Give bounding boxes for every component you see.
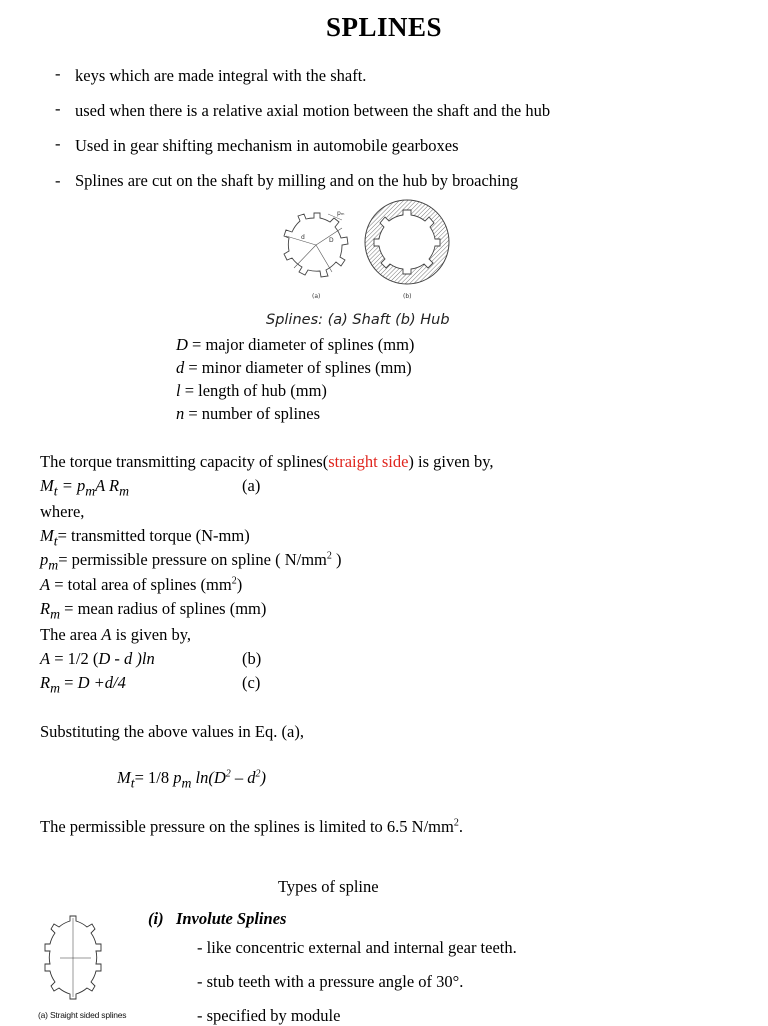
torque-intro [40, 452, 494, 472]
term-symbol: M [40, 526, 54, 545]
final-p: p [173, 768, 182, 787]
term-symbol: p [40, 550, 49, 569]
spline-figure [272, 196, 472, 306]
term-text: = transmitted torque (N-mm) [57, 526, 250, 545]
involute-point: - like concentric external and internal gear teeth. [197, 938, 517, 957]
bullet-item [0, 66, 768, 86]
bullet-item [0, 171, 768, 191]
bullet-marker: - [55, 171, 61, 190]
label-pm: pₘ [337, 210, 345, 217]
eq-c-op: = [60, 673, 78, 692]
definition-line [176, 335, 414, 355]
term-tail: ) [236, 575, 243, 594]
term-line [40, 575, 242, 595]
bullet-text: used when there is a relative axial motion between the shaft and the hub [75, 101, 551, 120]
area-intro [40, 625, 191, 645]
final-equation [117, 768, 266, 791]
definition-text: = number of splines [184, 404, 321, 423]
term-line [40, 526, 250, 549]
shaft-diagram [284, 210, 348, 300]
bullet-marker: - [55, 134, 61, 153]
final-mid: – d [230, 768, 256, 787]
pressure-limit [40, 817, 463, 837]
bullet-marker: - [55, 99, 61, 118]
bullet-item [0, 101, 768, 121]
eq-a-pressure-sub: m [85, 483, 96, 499]
definition-line [176, 381, 327, 401]
hub-diagram [365, 200, 449, 300]
final-lhs-sub: t [130, 775, 135, 791]
eq-a-label: (a) [242, 476, 261, 495]
final-op: = 1/8 [134, 768, 174, 787]
label-a: (a) [312, 293, 321, 300]
label-b: (b) [403, 293, 412, 300]
definition-text: = length of hub (mm) [180, 381, 327, 400]
involute-title: Involute Splines [175, 909, 287, 928]
term-tail: ) [331, 550, 342, 569]
final-lhs: M [117, 768, 131, 787]
label-d: d [301, 234, 305, 241]
term-sup: 2 [326, 550, 332, 562]
term-line [40, 550, 342, 573]
pressure-limit-end: . [458, 817, 463, 836]
straight-spline-caption: (a) Straight sided splines [38, 1010, 127, 1020]
bullet-text: Splines are cut on the shaft by milling and on the hub by broaching [75, 171, 519, 190]
eq-b-op: = 1/2 ( [50, 649, 99, 668]
term-line [40, 599, 266, 622]
final-sup2: 2 [255, 768, 261, 780]
eq-a-lhs-sub: t [53, 483, 58, 499]
straight-side-highlight: straight side [328, 452, 409, 471]
bullet-marker: - [55, 64, 61, 83]
eq-a-pressure: = p [57, 476, 86, 495]
final-expr: ln(D [191, 768, 226, 787]
term-sup: 2 [231, 575, 237, 587]
straight-spline-sketch [36, 912, 106, 1004]
final-close: ) [260, 768, 267, 787]
torque-intro-text: The torque transmitting capacity of splines( [40, 452, 329, 471]
term-text: = mean radius of splines (mm) [60, 599, 267, 618]
final-p-sub: m [181, 775, 192, 791]
definition-symbol: d [176, 358, 185, 377]
bullet-item [0, 136, 768, 156]
area-intro-text: The area [40, 625, 102, 644]
eq-c-lhs-sub: m [50, 680, 61, 696]
area-intro-symbol: A [101, 625, 112, 644]
eq-b-expr: D - d )ln [98, 649, 155, 668]
definition-symbol: D [176, 335, 188, 354]
term-sub: m [48, 557, 59, 573]
involute-point: - stub teeth with a pressure angle of 30°. [197, 972, 464, 991]
label-D: D [329, 237, 334, 244]
term-text: = total area of splines (mm [50, 575, 232, 594]
definition-symbol: n [176, 404, 185, 423]
equation-a [40, 476, 340, 499]
eq-b-lhs: A [40, 649, 51, 668]
final-sup1: 2 [225, 768, 231, 780]
involute-num: (i) [148, 909, 164, 928]
torque-intro-tail: ) is given by, [408, 452, 494, 471]
definition-text: = major diameter of splines (mm) [187, 335, 415, 354]
types-heading: Types of spline [278, 877, 379, 896]
eq-c-expr: D +d/4 [77, 673, 126, 692]
substitution-line: Substituting the above values in Eq. (a), [40, 722, 304, 741]
definition-line [176, 358, 412, 378]
eq-c-lhs: R [40, 673, 51, 692]
pressure-limit-sup: 2 [453, 817, 459, 829]
equation-c [40, 673, 340, 696]
bullet-text: Used in gear shifting mechanism in automobile gearboxes [75, 136, 459, 155]
where-label: where, [40, 502, 85, 521]
eq-b-label: (b) [242, 649, 262, 668]
term-sub: m [50, 606, 61, 622]
figure-caption: Splines: (a) Shaft (b) Hub [266, 312, 450, 328]
eq-a-area-radius: A R [95, 476, 120, 495]
area-intro-tail: is given by, [111, 625, 192, 644]
term-text: = permissible pressure on spline ( N/mm [58, 550, 327, 569]
definition-line [176, 404, 320, 424]
involute-point: - specified by module [197, 1006, 341, 1025]
involute-splines-heading [148, 909, 286, 929]
term-sub: t [53, 533, 58, 549]
eq-a-lhs: M [40, 476, 54, 495]
equation-b [40, 649, 340, 669]
eq-a-radius-sub: m [119, 483, 130, 499]
eq-c-label: (c) [242, 673, 261, 692]
page-title: SPLINES [325, 12, 443, 42]
definition-text: = minor diameter of splines (mm) [184, 358, 412, 377]
term-symbol: A [40, 575, 51, 594]
pressure-limit-text: The permissible pressure on the splines is limited to 6.5 N/mm [40, 817, 454, 836]
term-symbol: R [40, 599, 51, 618]
definition-symbol: l [176, 381, 181, 400]
bullet-text: keys which are made integral with the shaft. [75, 66, 367, 85]
